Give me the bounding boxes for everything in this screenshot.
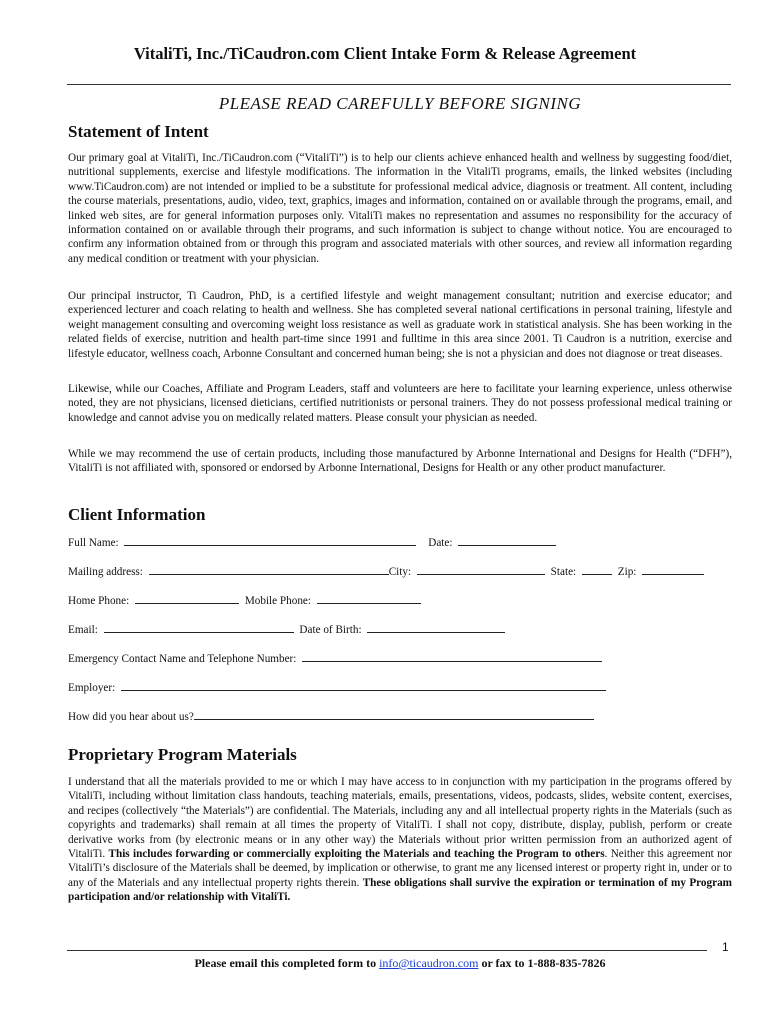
email-field[interactable] <box>104 622 294 633</box>
proprietary-paragraph <box>68 775 732 905</box>
full-name-label: Full Name: <box>68 537 119 549</box>
header-divider <box>67 84 731 85</box>
emergency-contact-field[interactable] <box>302 651 602 662</box>
state-field[interactable] <box>582 564 612 575</box>
phone-row <box>68 593 732 607</box>
date-label: Date: <box>428 537 453 549</box>
mobile-phone-label: Mobile Phone: <box>244 595 312 607</box>
referral-row <box>68 709 732 723</box>
read-carefully-notice: PLEASE READ CAREFULLY BEFORE SIGNING <box>218 94 582 113</box>
footer-email-link[interactable]: info@ticaudron.com <box>379 956 479 970</box>
client-information-heading: Client Information <box>68 505 206 524</box>
intent-paragraph-2: Our principal instructor, Ti Caudron, PhD, is a certified lifestyle and weight management consultant; nutrition and exercise educator; and experienced lecturer and coach relating to health and wellness. She has completed several national certifications in personal training, lifestyle and weight management consulting and overcoming weight loss resistance as well as graduate work in statistical analysis. She has been working in the related fields of exercise, nutrition and health part-time since 1991 and fulltime in this area since 2001. Ti Caudron is a nutrition, exercise and lifestyle educator, wellness coach, Arbonne Consultant and concerned human being; she is not a physician and does not diagnose or treat diseases. <box>68 290 732 360</box>
footer-text-before: Please email this completed form to <box>194 956 380 970</box>
home-phone-label: Home Phone: <box>68 595 130 607</box>
proprietary-heading: Proprietary Program Materials <box>68 745 297 764</box>
dob-label: Date of Birth: <box>299 624 362 636</box>
state-label: State: <box>550 566 577 578</box>
proprietary-text-2: . Neither this agreement nor VitaliTi’s disclosure of the Materials shall be deemed, by implication or otherwise, to grant me any licensed interest or property right in, under or to any of the Materials and any intellectual property rights therein. <box>68 848 732 889</box>
city-field[interactable] <box>417 564 545 575</box>
statement-of-intent-heading: Statement of Intent <box>68 122 209 141</box>
dob-field[interactable] <box>367 622 505 633</box>
zip-field[interactable] <box>642 564 704 575</box>
intent-paragraph-1: Our primary goal at VitaliTi, Inc./TiCaudron.com (“VitaliTi”) is to help our clients achieve enhanced health and wellness by suggesting food/diet, nutritional supplements, exercise and lifestyle modifications. The information in the VitaliTi programs, emails, the linked websites (including www.TiCaudron.com) are not intended or implied to be a substitute for professional medical advice, diagnosis or treatment. All content, including the course materials, presentations, audio, video, text, graphics, images and information, contained on or available through the programs, email, and linked web sites, are for general information purposes only. VitaliTi makes no representation and assumes no responsibility for the accuracy of information contained on or available through their programs, and such information is subject to change without notice. You are encouraged to confirm any information obtained from or through this program and associated materials with other sources, and review all information regarding any medical condition or treatment with your physician. <box>68 152 732 265</box>
footer-text-after: or fax to 1-888-835-7826 <box>478 956 606 970</box>
home-phone-field[interactable] <box>135 593 239 604</box>
employer-label: Employer: <box>68 682 116 694</box>
proprietary-text-1: I understand that all the materials provided to me or which I may have access to in conjunction with my participation in the programs offered by VitaliTi, including without limitation class handouts, teaching materials, emails, presentations, videos, podcasts, slides, website content, exercises, and recipes (collectively “the Materials”) are confidential. The Materials, including any and all intellectual property rights in the Materials (such as copyrights and trademarks) shall remain at all times the property of VitaliTi. I shall not copy, distribute, display, publish, perform or create derivative works from (by electronic means or in any other way) the Materials without prior written permission from an authorized agent of VitaliTi. <box>68 776 732 861</box>
referral-field[interactable] <box>194 709 594 720</box>
mailing-address-label: Mailing address: <box>68 566 143 578</box>
emergency-contact-label: Emergency Contact Name and Telephone Number: <box>68 653 297 665</box>
employer-row <box>68 680 732 694</box>
mailing-address-row <box>68 564 732 578</box>
employer-field[interactable] <box>121 680 606 691</box>
date-field[interactable] <box>458 535 556 546</box>
intent-paragraph-3: Likewise, while our Coaches, Affiliate and Program Leaders, staff and volunteers are here to facilitate your learning experience, unless otherwise noted, they are not physicians, licensed dieticians, certified nutritionists or personal trainers. They do not possess professional medical training or knowledge and cannot advise you on medically related matters. Please consult your physician as needed. <box>68 383 732 424</box>
footer-divider <box>67 950 707 951</box>
full-name-field[interactable] <box>124 535 416 546</box>
full-name-row <box>68 535 732 549</box>
zip-label: Zip: <box>617 566 637 578</box>
proprietary-bold-1: This includes forwarding or commercially exploiting the Materials and teaching the Program to others <box>108 848 605 861</box>
intent-paragraph-4: While we may recommend the use of certain products, including those manufactured by Arbonne International and Designs for Health (“DFH”), VitaliTi is not affiliated with, sponsored or endorsed by Arbonne International, Designs for Health or any other product manufacturer. <box>68 448 732 475</box>
footer-instructions <box>0 956 770 971</box>
email-label: Email: <box>68 624 98 636</box>
page-number: 1 <box>722 940 729 954</box>
mobile-phone-field[interactable] <box>317 593 421 604</box>
referral-label: How did you hear about us? <box>68 711 194 723</box>
emergency-row <box>68 651 732 665</box>
email-row <box>68 622 732 636</box>
document-title: VitaliTi, Inc./TiCaudron.com Client Intake Form & Release Agreement <box>133 44 637 63</box>
mailing-address-field[interactable] <box>149 564 389 575</box>
city-label: City: <box>388 566 412 578</box>
proprietary-bold-2: These obligations shall survive the expiration or termination of my Program participation and/or relationship with VitaliTi. <box>68 876 732 904</box>
